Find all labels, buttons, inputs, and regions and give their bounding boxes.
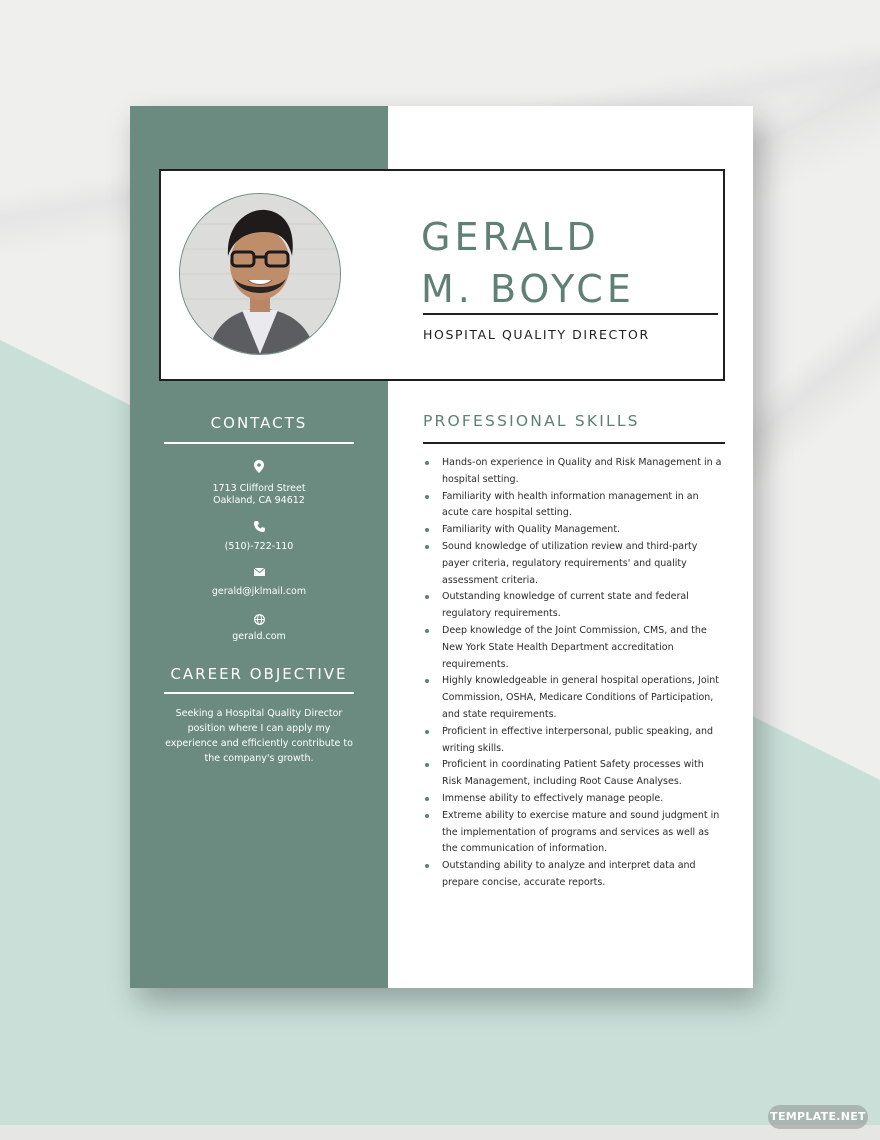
bullet-icon [425, 528, 429, 532]
skills-list [423, 455, 725, 892]
skill-text: Familiarity with Quality Management. [442, 524, 621, 536]
bullet-icon [425, 495, 429, 499]
skill-item [423, 808, 725, 858]
resume-header [159, 169, 725, 381]
bullet-icon [425, 629, 429, 633]
globe-icon [249, 612, 269, 626]
portrait-illustration [180, 194, 340, 354]
bullet-icon [425, 797, 429, 801]
profile-photo [179, 193, 341, 355]
address [150, 483, 368, 507]
skill-text: Outstanding knowledge of current state and federal regulatory requirements. [442, 591, 689, 620]
full-name [421, 211, 711, 315]
skill-text: Proficient in coordinating Patient Safety processes with Risk Management, including Root Cause Analyses. [442, 759, 704, 788]
contacts-divider [164, 442, 354, 444]
address-line-2: Oakland, CA 94612 [213, 495, 305, 506]
skill-text: Hands-on experience in Quality and Risk Management in a hospital setting. [442, 457, 722, 485]
first-name: GERALD [421, 215, 600, 259]
envelope-icon [249, 565, 269, 579]
skill-text: Immense ability to effectively manage people. [442, 792, 664, 804]
skill-item [423, 757, 725, 791]
resume-sheet [130, 106, 753, 988]
career-objective-heading: CAREER OBJECTIVE [170, 665, 348, 683]
name-divider [423, 313, 718, 315]
skill-text: Deep knowledge of the Joint Commission, CMS, and the New York State Health Department accreditation requirements. [442, 624, 707, 670]
website[interactable]: gerald.com [232, 631, 286, 642]
skill-item [423, 455, 725, 489]
email-address[interactable]: gerald@jklmail.com [211, 586, 307, 597]
career-objective-divider [164, 692, 354, 694]
career-objective-text: Seeking a Hospital Quality Director position where I can apply my experience and efficiently contribute to the company's growth. [165, 708, 353, 764]
phone-icon [249, 519, 269, 533]
bullet-icon [425, 595, 429, 599]
contacts-heading: CONTACTS [210, 414, 308, 432]
skill-item [423, 522, 725, 539]
bullet-icon [425, 730, 429, 734]
bullet-icon [425, 545, 429, 549]
bullet-icon [425, 814, 429, 818]
skill-item [423, 858, 725, 892]
address-line-1: 1713 Clifford Street [212, 483, 306, 494]
bullet-icon [425, 461, 429, 465]
location-pin-icon [249, 459, 269, 473]
job-title: HOSPITAL QUALITY DIRECTOR [423, 327, 650, 342]
skill-text: Proficient in effective interpersonal, public speaking, and writing skills. [442, 725, 714, 754]
skill-text: Sound knowledge of utilization review and third-party payer criteria, regulatory requirements' and quality assessment criteria. [442, 540, 698, 586]
bullet-icon [425, 679, 429, 683]
watermark-badge: TEMPLATE.NET [768, 1105, 868, 1129]
skill-item [423, 673, 725, 723]
bullet-icon [425, 763, 429, 767]
skill-text: Familiarity with health information management in an acute care hospital setting. [442, 490, 699, 519]
skill-item [423, 724, 725, 758]
bottom-marble-strip [0, 1125, 880, 1140]
skill-item [423, 623, 725, 673]
skill-item [423, 539, 725, 589]
skill-item [423, 589, 725, 623]
skill-text: Highly knowledgeable in general hospital operations, Joint Commission, OSHA, Medicare Conditions of Participation, and state requirements. [442, 675, 720, 720]
phone-number[interactable]: (510)-722-110 [224, 541, 294, 552]
skill-item [423, 791, 725, 808]
bullet-icon [425, 864, 429, 868]
skill-text: Outstanding ability to analyze and interpret data and prepare concise, accurate reports. [442, 860, 696, 888]
professional-skills-heading: PROFESSIONAL SKILLS [423, 412, 640, 430]
professional-skills-divider [423, 442, 725, 444]
last-name: M. BOYCE [421, 267, 635, 311]
skill-item [423, 489, 725, 523]
skill-text: Extreme ability to exercise mature and sound judgment in the implementation of programs and services as well as the communication of information. [442, 809, 720, 855]
